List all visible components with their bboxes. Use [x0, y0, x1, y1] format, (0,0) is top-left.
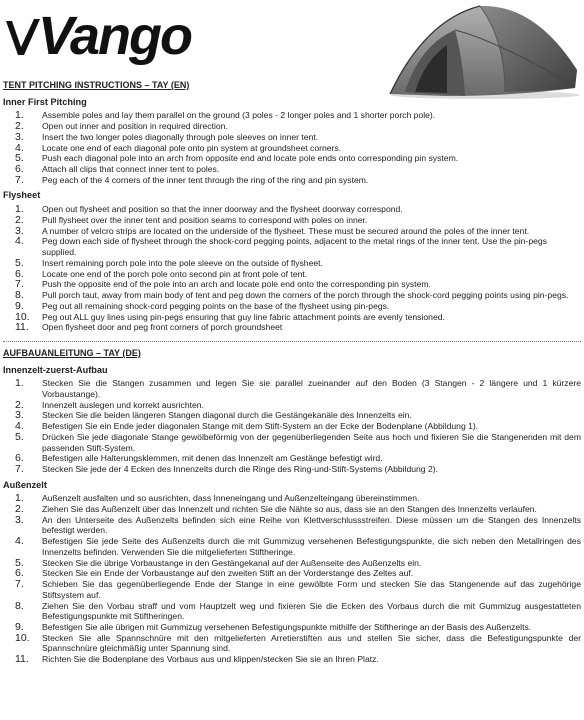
- list-item: 3. Insert the two longer poles diagonally through pole sleeves on inner tent.: [15, 130, 319, 143]
- list-item: 3. An den Unterseite des Außenzelts befinden sich eine Reihe von Klettverschlussstreifen. Diese müssen um die Stangen des Innenzelts befestigt werden.: [15, 513, 581, 536]
- list-item: 2. Pull flysheet over the inner tent and position seams to correspond with poles on inner.: [15, 213, 368, 226]
- list-item: 1. Open out flysheet and position so that the inner doorway and the flysheet doorway correspond.: [15, 203, 403, 216]
- list-item: 9. Peg out all remaining shock-cord pegging points on the base of the flysheet using pin-pegs.: [15, 299, 390, 312]
- list-item: 2. Open out inner and position in required direction.: [15, 119, 228, 132]
- list-item: 7. Stecken Sie jede der 4 Ecken des Innenzelts durch die Ringe des Ring-und-Stift-Systems (Abbildung 2).: [15, 463, 439, 476]
- de-inner-heading: Innenzelt-zuerst-Aufbau: [3, 364, 108, 375]
- list-item: 7. Peg each of the 4 corners of the inner tent through the ring of the ring and pin system.: [15, 173, 369, 186]
- list-item: 2. Ziehen Sie das Außenzelt über das Innenzelt und richten Sie die Nähte so aus, dass sie an den Stangen des Innenzelts verlaufen.: [15, 503, 537, 516]
- list-item: 4. Befestigen Sie jede Seite des Außenzelts durch die mit Gummizug versehenen Befestigungspunkte, die sich neben den Metallringen des Innenzelts befinden. Verwenden Sie die mitgelieferten Stiftheringe.: [15, 535, 581, 557]
- list-item: 3. A number of velcro strips are located on the underside of the flysheet. These must be secured around the poles of the inner tent.: [15, 224, 530, 237]
- de-title: AUFBAUANLEITUNG – TAY (DE): [3, 348, 141, 359]
- list-item: 7. Schieben Sie das gegenüberliegende Ende der Stange in eine gewölbte Form und stecken Sie das Stangenende auf das zugehörige Stiftsystem auf.: [15, 578, 581, 600]
- list-item: 6. Befestigen alle Halterungsklemmen, mit denen das Innenzelt am Gestänge befestigt wird.: [15, 452, 383, 465]
- en-fly-heading: Flysheet: [3, 190, 41, 201]
- list-item: 3. Stecken Sie die beiden längeren Stangen diagonal durch die Gestängekanäle des Innenzelts ein.: [15, 409, 412, 422]
- list-item: 4. Locate one end of each diagonal pole onto pin system at groundsheet corners.: [15, 141, 342, 154]
- vango-logo: [4, 6, 191, 66]
- en-inner-heading: Inner First Pitching: [3, 96, 87, 107]
- de-fly-steps: [3, 493, 581, 664]
- list-item: 6. Stecken Sie ein Ende der Vorbaustange auf den zweiten Stift an der Vorderstange des Zeltes auf.: [15, 567, 414, 580]
- instructions-content: [3, 80, 581, 665]
- list-item: 2. Innenzelt auslegen und korrekt ausrichten.: [15, 398, 204, 411]
- list-item: 1. Assemble poles and lay them parallel on the ground (3 poles - 2 longer poles and 1 shorter porch pole).: [15, 109, 436, 122]
- list-item: 1. Stecken Sie die Stangen zusammen und legen Sie sie parallel zueinander auf den Boden (3 Stangen - 2 längere und 1 kürzere Vorbaustange).: [15, 377, 581, 399]
- list-item: 10. Peg out ALL guy lines using pin-pegs ensuring that guy line fabric attachment points are evenly tensioned.: [15, 310, 445, 323]
- list-item: 11. Open flysheet door and peg front corners of porch groundsheet: [15, 321, 283, 334]
- list-item: 5. Insert remaining porch pole into the pole sleeve on the outside of flysheet.: [15, 256, 323, 269]
- list-item: 5. Push each diagonal pole into an arch from opposite end and locate pole ends onto corresponding pin system.: [15, 152, 459, 165]
- en-inner-steps: [3, 110, 581, 185]
- section-divider: [3, 341, 581, 342]
- list-item: 6. Locate one end of the porch pole onto second pin at front pole of tent.: [15, 267, 308, 280]
- list-item: 11. Richten Sie die Bodenplane des Vorbaus aus und klippen/stecken Sie sie an Ihren Platz.: [15, 653, 379, 666]
- list-item: 4. Peg down each side of flysheet through the shock-cord pegging points, adjacent to the metal rings of the inner tent. Use the pin-pegs supplied.: [15, 235, 547, 257]
- en-fly-steps: [3, 204, 581, 333]
- de-fly-heading: Außenzelt: [3, 479, 47, 490]
- de-inner-steps: [3, 378, 581, 474]
- en-title: TENT PITCHING INSTRUCTIONS – TAY (EN): [3, 80, 190, 90]
- list-item: 6. Attach all clips that connect inner tent to poles.: [15, 163, 220, 176]
- list-item: 9. Befestigen Sie alle übrigen mit Gummizug versehenen Befestigungspunkte mithilfe der Stiftheringe an der Basis des Außenzelts.: [15, 620, 532, 633]
- list-item: 7. Push the opposite end of the pole into an arch and locate pole end onto the corresponding pin system.: [15, 278, 431, 291]
- list-item: 4. Befestigen Sie ein Ende jeder diagonalen Stange mit dem Stift-System an der Ecke der Bodenplane (Abbildung 1).: [15, 420, 479, 433]
- list-item: 8. Pull porch taut, away from main body of tent and peg down the corners of the porch through the shock-cord pegging points using pin-pegs.: [15, 289, 569, 302]
- list-item: 5. Drücken Sie jede diagonale Stange gewölbeförmig von der gegenüberliegenden Seite aus hoch und fixieren Sie die Stangenenden mit dem passenden Stift-System.: [15, 430, 581, 453]
- de-section: [3, 348, 581, 665]
- list-item: 5. Stecken Sie die übrige Vorbaustange in den Gestängekanal auf der Außenseite des Außenzelts ein.: [15, 556, 422, 569]
- logo-text: Vango: [38, 6, 192, 66]
- list-item: 8. Ziehen Sie den Vorbau straff und vom Hauptzelt weg und fixieren Sie die Ecken des Vorbaus durch die mit Gummizug ausgestatteten Befestigungspunkte mit Stiftheringen.: [15, 599, 581, 622]
- list-item: 10. Stecken Sie alle Spannschnüre mit den mitgelieferten Arretierstiften aus und stellen Sie sicher, dass die Befestigungspunkte der Spannschnüre gleichmäßig unter Spannung sind.: [15, 631, 581, 654]
- list-item: 1. Außenzelt ausfalten und so ausrichten, dass Inneneingang und Außenzelteingang übereinstimmen.: [15, 492, 420, 505]
